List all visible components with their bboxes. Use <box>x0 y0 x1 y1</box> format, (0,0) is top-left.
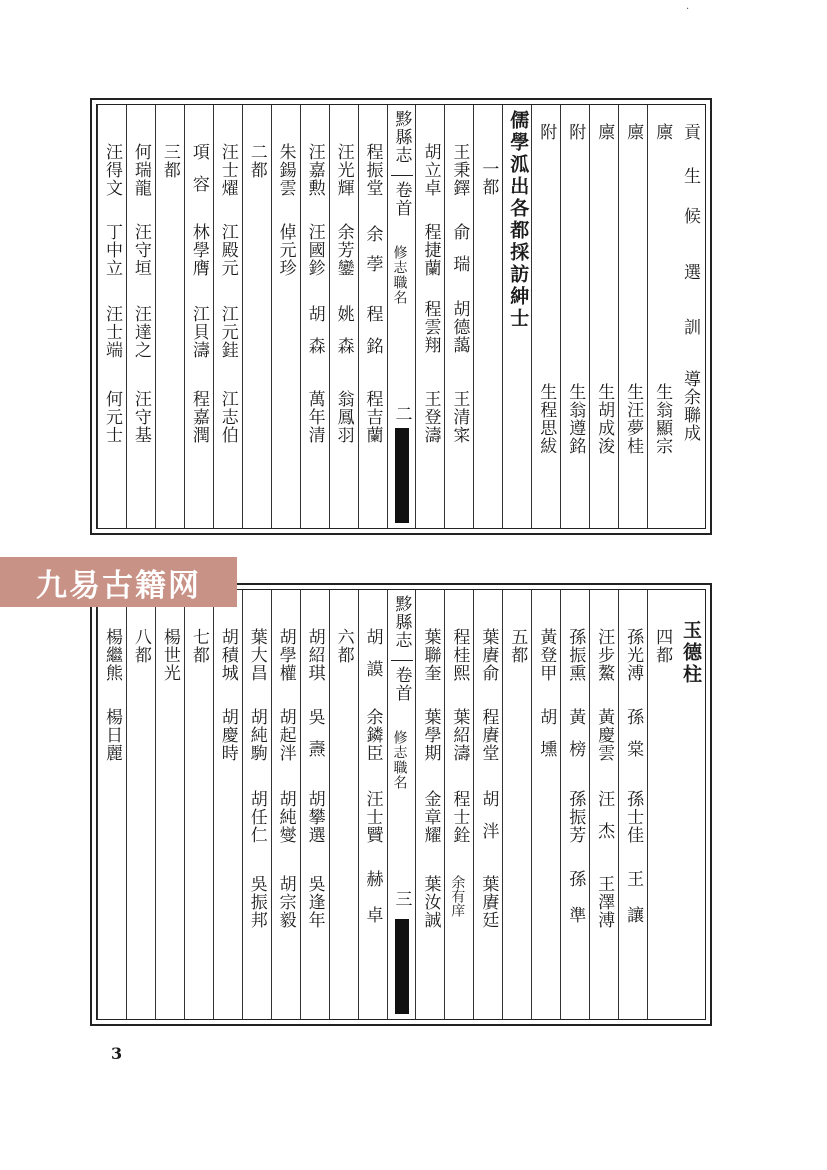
text-column <box>444 105 474 528</box>
column-text: 胡攀選 <box>304 790 325 844</box>
column-text: 廪 <box>594 123 615 141</box>
text-column <box>155 590 185 1019</box>
column-text: 翁鳳羽 <box>333 390 354 444</box>
text-column <box>97 105 127 528</box>
column-text: 程 <box>362 305 383 323</box>
column-text: 程桂熙 <box>449 628 470 682</box>
text-column <box>271 105 301 528</box>
column-text: 附 <box>565 123 586 141</box>
text-column <box>213 105 243 528</box>
fold-mark <box>391 175 413 190</box>
text-column <box>358 105 388 528</box>
text-column <box>473 105 503 528</box>
column-text: 江元銈 <box>217 305 238 359</box>
column-text: 楊日麗 <box>101 708 122 762</box>
column-text: 森 <box>304 337 325 355</box>
column-text: 程賡堂 <box>478 708 499 762</box>
column-text: 王清寀 <box>449 390 470 444</box>
column-text: 森 <box>333 337 354 355</box>
page-number: 3 <box>111 1044 123 1063</box>
column-text: 王澤溥 <box>594 875 615 929</box>
column-text: 卓 <box>362 906 383 924</box>
text-column <box>358 590 388 1019</box>
text-column <box>560 590 590 1019</box>
column-text: 六都 <box>333 628 354 664</box>
column-text: 黃登甲 <box>536 628 557 682</box>
column-text: 容 <box>188 175 209 193</box>
text-column <box>473 590 503 1019</box>
column-text: 黃慶雲 <box>594 708 615 762</box>
column-text: 余芳鑾 <box>333 223 354 277</box>
column-text: 胡任仁 <box>246 790 267 844</box>
column-text: 孫 <box>623 708 644 726</box>
speck: · <box>686 4 690 15</box>
column-text: 項 <box>188 143 209 161</box>
column-text: 江殿元 <box>217 223 238 277</box>
column-text: 葉汝誠 <box>420 875 441 929</box>
column-text: 汪士端 <box>101 305 122 359</box>
column-text: 孫振芳 <box>565 790 586 844</box>
fold-label: 卷首 <box>391 181 412 217</box>
text-column <box>126 105 156 528</box>
column-text: 王登濤 <box>420 390 441 444</box>
column-text: 胡宗毅 <box>275 875 296 929</box>
column-text: 赫 <box>362 870 383 888</box>
column-text: 吳 <box>304 708 325 726</box>
text-column <box>300 590 330 1019</box>
column-text: 讓 <box>623 906 644 924</box>
column-text: 生汪夢桂 <box>623 383 644 455</box>
column-text: 王 <box>623 870 644 888</box>
text-column <box>242 105 272 528</box>
text-column <box>184 590 214 1019</box>
column-text: 胡紹琪 <box>304 628 325 682</box>
text-column <box>647 105 677 528</box>
fold-label: 修志職名 <box>391 730 408 790</box>
text-column <box>329 105 359 528</box>
column-text: 俞 <box>449 223 470 241</box>
column-text: 金章耀 <box>420 790 441 844</box>
column-text: 瑞 <box>449 255 470 273</box>
column-text: 王秉鐸 <box>449 143 470 197</box>
column-text: 謨 <box>362 660 383 678</box>
text-column <box>589 105 619 528</box>
fold-mark <box>391 660 413 675</box>
column-text: 汪國鉁 <box>304 223 325 277</box>
column-text: 葉賡廷 <box>478 875 499 929</box>
column-text: 葉紹濤 <box>449 708 470 762</box>
column-text: 燾 <box>304 740 325 758</box>
column-text: 林學膺 <box>188 223 209 277</box>
column-text: 胡純駒 <box>246 708 267 762</box>
column-text: 胡純燮 <box>275 790 296 844</box>
text-column <box>271 590 301 1019</box>
column-text: 倬元珍 <box>275 223 296 277</box>
column-text: 孫 <box>565 870 586 888</box>
column-text: 胡學權 <box>275 628 296 682</box>
column-text: 黃 <box>565 708 586 726</box>
column-text: 汪步鰲 <box>594 628 615 682</box>
column-text: 吳逢年 <box>304 875 325 929</box>
text-column <box>126 590 156 1019</box>
text-column <box>242 590 272 1019</box>
column-text: 候 <box>680 207 701 225</box>
bottom-page-columns <box>96 589 706 1020</box>
column-text: 廪 <box>623 123 644 141</box>
column-text: 胡立卓 <box>420 143 441 197</box>
column-text: 八都 <box>130 628 151 664</box>
column-text: 何元士 <box>101 390 122 444</box>
column-text: 生 <box>680 167 701 185</box>
column-text: 葉賡俞 <box>478 628 499 682</box>
column-text: 胡積城 <box>217 628 238 682</box>
column-text: 孫士佳 <box>623 790 644 844</box>
column-text: 訓 <box>680 318 701 336</box>
column-text: 五都 <box>507 628 528 664</box>
column-text: 胡德藹 <box>449 300 470 354</box>
column-text: 七都 <box>188 628 209 664</box>
column-text: 荸 <box>362 255 383 273</box>
column-text: 程吉蘭 <box>362 390 383 444</box>
column-text: 丁中立 <box>101 223 122 277</box>
column-text: 程捷蘭 <box>420 223 441 277</box>
column-text: 朱鍚雲 <box>275 143 296 197</box>
column-text: 程嘉潤 <box>188 390 209 444</box>
column-text: 生翁顯宗 <box>652 383 673 455</box>
text-column <box>618 105 648 528</box>
text-column <box>676 590 705 1019</box>
column-text: 程士銓 <box>449 790 470 844</box>
column-text: 三都 <box>159 143 180 179</box>
fish-tail-bar <box>395 428 409 523</box>
bottom-page-block <box>90 583 712 1026</box>
column-text: 汪士贒 <box>362 790 383 844</box>
column-text: 儒學泒出各都採訪紳士 <box>507 110 530 330</box>
column-text: 生程思紱 <box>536 383 557 455</box>
text-column <box>329 590 359 1019</box>
column-text: 何瑞龍 <box>130 143 151 197</box>
site-watermark: 九易古籍网 <box>0 557 237 607</box>
column-text: 泮 <box>478 822 499 840</box>
column-text: 孫振熏 <box>565 628 586 682</box>
text-column <box>213 590 243 1019</box>
text-column <box>502 590 532 1019</box>
column-text: 江貝濤 <box>188 305 209 359</box>
text-column <box>184 105 214 528</box>
fold-label: 黟縣志 <box>391 595 412 649</box>
column-text: 胡慶時 <box>217 708 238 762</box>
column-text: 一都 <box>478 160 499 196</box>
text-column <box>415 590 445 1019</box>
column-text: 棠 <box>623 740 644 758</box>
column-text: 貢 <box>680 123 701 141</box>
text-column <box>531 105 561 528</box>
column-text: 汪光輝 <box>333 143 354 197</box>
column-text: 汪守垣 <box>130 223 151 277</box>
column-text: 二都 <box>246 143 267 179</box>
text-column <box>531 590 561 1019</box>
column-text: 汪得文 <box>101 143 122 197</box>
top-page-columns <box>96 104 706 529</box>
column-text: 胡 <box>362 628 383 646</box>
column-text: 生胡成浚 <box>594 383 615 455</box>
column-text: 銘 <box>362 337 383 355</box>
text-column <box>444 590 474 1019</box>
column-text: 程振堂 <box>362 143 383 197</box>
column-text: 葉大昌 <box>246 628 267 682</box>
text-column <box>676 105 705 528</box>
top-page-block <box>90 98 712 535</box>
column-text: 江志伯 <box>217 390 238 444</box>
column-text: 玉德柱 <box>680 620 703 686</box>
column-text: 楊世光 <box>159 628 180 682</box>
fold-label: 卷首 <box>391 666 412 702</box>
column-text: 汪 <box>594 790 615 808</box>
fold-label: 三 <box>391 890 412 908</box>
column-text: 汪守基 <box>130 390 151 444</box>
fold-column <box>387 105 417 528</box>
fold-label: 修志職名 <box>391 245 408 305</box>
text-column <box>415 105 445 528</box>
column-text: 導余聯成 <box>680 370 701 442</box>
column-text: 附 <box>536 123 557 141</box>
column-text: 孫光溥 <box>623 628 644 682</box>
text-column <box>647 590 677 1019</box>
column-text: 胡 <box>536 708 557 726</box>
column-text: 汪達之 <box>130 305 151 359</box>
column-text: 廪 <box>652 123 673 141</box>
column-text: 胡 <box>304 305 325 323</box>
column-text: 余 <box>362 225 383 243</box>
column-text: 楊繼熊 <box>101 628 122 682</box>
column-text: 生翁遵銘 <box>565 383 586 455</box>
fold-label: 二 <box>391 405 412 423</box>
column-text: 汪士燿 <box>217 143 238 197</box>
text-column <box>589 590 619 1019</box>
column-text: 余有庠 <box>449 875 466 917</box>
column-text: 葉學期 <box>420 708 441 762</box>
column-text: 胡 <box>478 790 499 808</box>
text-column <box>300 105 330 528</box>
column-text: 余鏻臣 <box>362 708 383 762</box>
text-column <box>502 105 532 528</box>
fold-label: 黟縣志 <box>391 110 412 164</box>
fold-column <box>387 590 417 1019</box>
column-text: 程雲翔 <box>420 300 441 354</box>
column-text: 姚 <box>333 305 354 323</box>
column-text: 杰 <box>594 822 615 840</box>
column-text: 四都 <box>652 628 673 664</box>
column-text: 榜 <box>565 740 586 758</box>
text-column <box>155 105 185 528</box>
column-text: 汪嘉勲 <box>304 143 325 197</box>
column-text: 準 <box>565 906 586 924</box>
text-column <box>97 590 127 1019</box>
column-text: 胡起泮 <box>275 708 296 762</box>
fish-tail-bar <box>395 919 409 1014</box>
column-text: 壎 <box>536 740 557 758</box>
column-text: 選 <box>680 263 701 281</box>
column-text: 萬年清 <box>304 390 325 444</box>
column-text: 吳振邦 <box>246 875 267 929</box>
text-column <box>560 105 590 528</box>
column-text: 葉聯奎 <box>420 628 441 682</box>
text-column <box>618 590 648 1019</box>
